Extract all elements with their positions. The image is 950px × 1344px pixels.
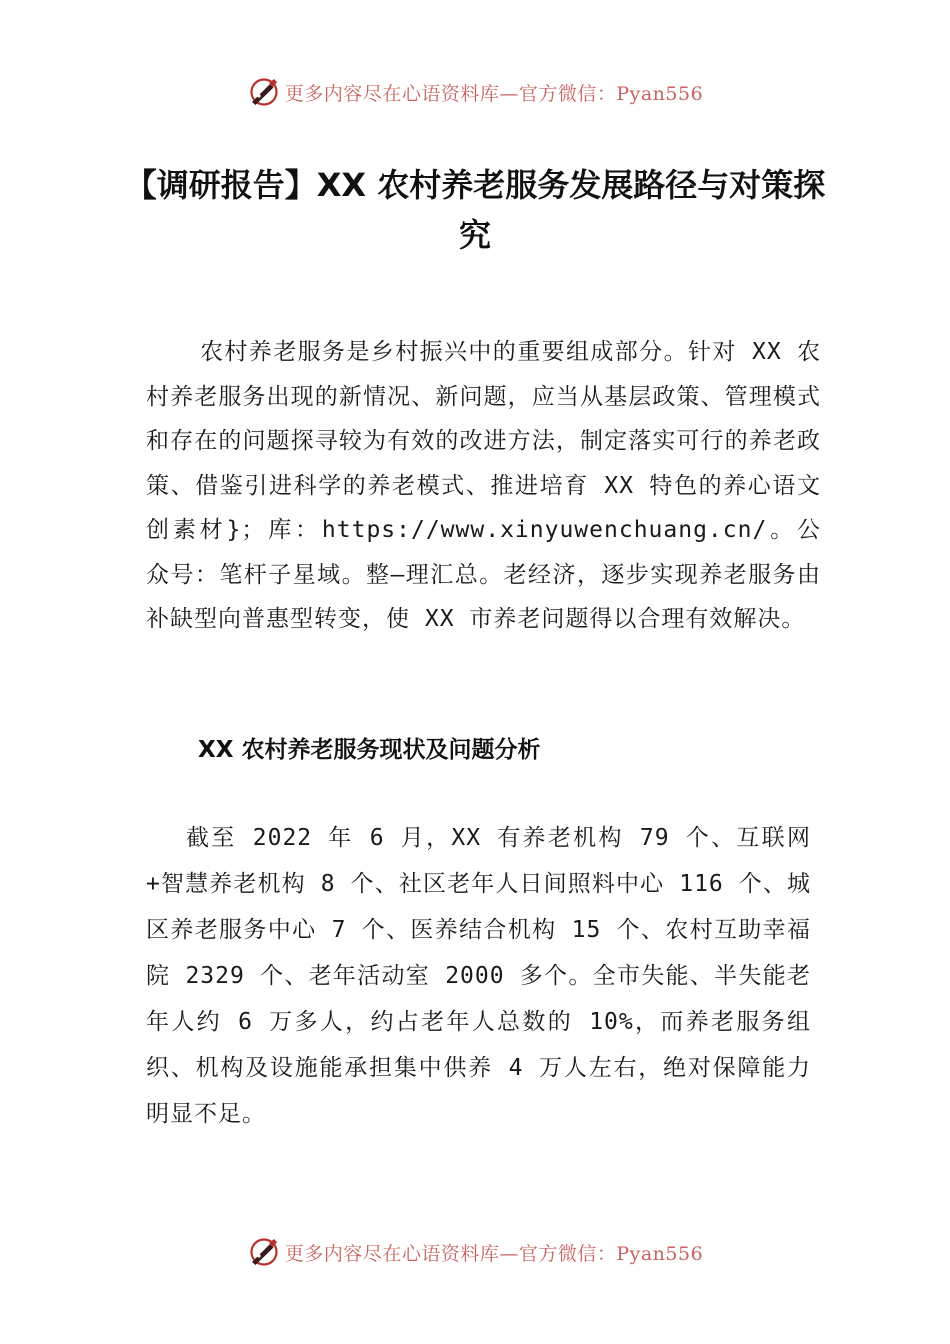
section-heading: XX 农村养老服务现状及问题分析 bbox=[198, 737, 541, 763]
header-banner bbox=[0, 72, 950, 112]
document-title: 【调研报告】XX 农村养老服务发展路径与对策探究 bbox=[124, 166, 826, 254]
pen-nib-logo-icon bbox=[247, 1235, 281, 1269]
footer-banner bbox=[0, 1232, 950, 1272]
intro-paragraph: 农村养老服务是乡村振兴中的重要组成部分。针对 XX 农村养老服务出现的新情况、新问题，应当从基层政策、管理模式和存在的问题探寻较为有效的改进方法，制定落实可行的养老政策、借鉴引进科学的养老模式、推进培育 XX 特色的养心语文创素材}；库：https://www.xinyuwenchuang.cn/。公众号：笔杆子星域。整—理汇总。老经济，逐步实现养老服务由补缺型向普惠型转变，使 XX 市养老问题得以合理有效解决。 bbox=[146, 339, 821, 632]
banner-text: 更多内容尽在心语资料库—官方微信：Pyan556 bbox=[284, 82, 704, 105]
pen-nib-logo-icon bbox=[247, 75, 281, 109]
banner-text: 更多内容尽在心语资料库—官方微信：Pyan556 bbox=[284, 1242, 704, 1265]
status-paragraph: 截至 2022 年 6 月，XX 有养老机构 79 个、互联网+智慧养老机构 8 个、社区老年人日间照料中心 116 个、城区养老服务中心 7 个、医养结合机构 15 个、农村互助幸福院 2329 个、老年活动室 2000 多个。全市失能、半失能老年人约 6 万多人，约占老年人总数的 10%，而养老服务组织、机构及设施能承担集中供养 4 万人左右，绝对保障能力明显不足。 bbox=[146, 825, 811, 1127]
